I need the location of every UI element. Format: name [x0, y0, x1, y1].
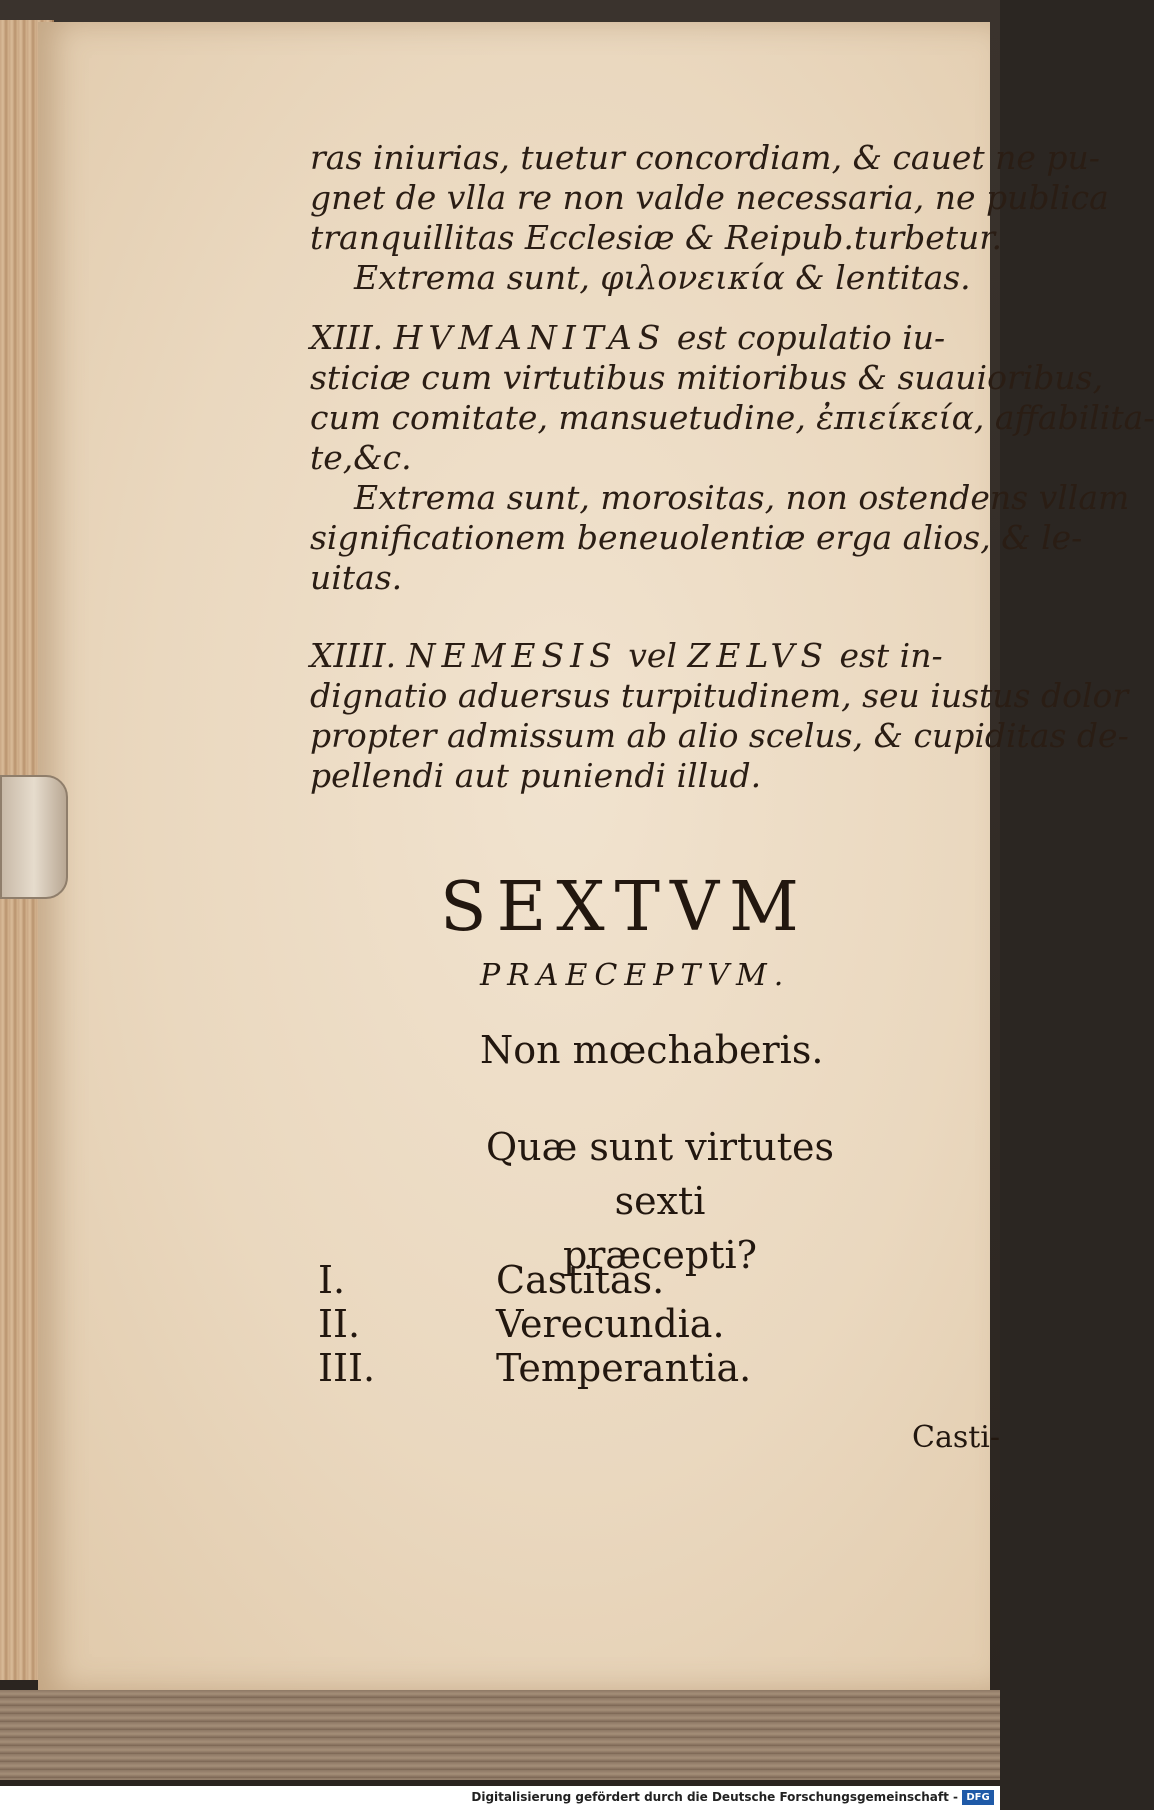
- list-label: Verecundia.: [496, 1302, 725, 1346]
- section-term: ZELVS: [687, 636, 829, 675]
- text-line: dignatio aduersus turpitudinem, seu iustus dolor: [310, 676, 1129, 715]
- virtues-list: [318, 1258, 751, 1390]
- dfg-logo-icon[interactable]: DFG: [962, 1790, 994, 1805]
- text-word: vel: [628, 636, 677, 675]
- chapter-subheading: PRAECEPTVM.: [480, 958, 791, 993]
- section-term: NEMESIS: [406, 636, 618, 675]
- section-13: [310, 318, 1154, 598]
- book-clasp: [0, 775, 68, 899]
- text-line: cum comitate, mansuetudine, ἐπιείκεία, affabilita-: [310, 398, 1154, 437]
- text-line: uitas.: [310, 558, 403, 597]
- top-paragraph: [310, 138, 1109, 298]
- text-line: Extrema sunt, φιλονεικία & lentitas.: [354, 258, 971, 297]
- text-line: est copulatio iu-: [676, 318, 946, 357]
- list-number: II.: [318, 1302, 361, 1346]
- list-number: III.: [318, 1346, 376, 1390]
- text-line: te,&c.: [310, 438, 412, 477]
- list-item: [318, 1258, 751, 1302]
- book-bottom-edge: [0, 1690, 1000, 1780]
- list-item: [318, 1302, 751, 1346]
- section-14: [310, 636, 1129, 796]
- list-item: [318, 1346, 751, 1390]
- footer-credit: Digitalisierung gefördert durch die Deutsche Forschungsgemeinschaft -: [471, 1790, 958, 1804]
- text-line: ras iniurias, tuetur concordiam, & cauet ne pu-: [310, 138, 1100, 177]
- text-line: significationem beneuolentiæ erga alios, & le-: [310, 518, 1083, 557]
- catchword: Casti-: [912, 1420, 1001, 1455]
- section-term: HVMANITAS: [393, 318, 667, 357]
- section-number: XIII.: [310, 318, 384, 357]
- chapter-heading: SEXTVM: [440, 868, 809, 947]
- commandment-text: Non mœchaberis.: [480, 1028, 824, 1072]
- question-line: Quæ sunt virtutes sexti: [485, 1125, 834, 1223]
- question-line: præcepti?: [562, 1233, 758, 1277]
- text-line: tranquillitas Ecclesiæ & Reipub.turbetur.: [310, 218, 1002, 257]
- footer-bar: [0, 1786, 1000, 1810]
- text-line: Extrema sunt, morositas, non ostendens vllam: [354, 478, 1130, 517]
- list-label: Castitas.: [496, 1258, 665, 1302]
- section-number: XIIII.: [310, 636, 397, 675]
- list-number: I.: [318, 1258, 346, 1302]
- text-line: pellendi aut puniendi illud.: [310, 756, 762, 795]
- text-line: est in-: [839, 636, 943, 675]
- list-label: Temperantia.: [496, 1346, 752, 1390]
- text-line: sticiæ cum virtutibus mitioribus & suauioribus,: [310, 358, 1104, 397]
- text-line: propter admissum ab alio scelus, & cupiditas de-: [310, 716, 1129, 755]
- text-line: gnet de vlla re non valde necessaria, ne publica: [310, 178, 1109, 217]
